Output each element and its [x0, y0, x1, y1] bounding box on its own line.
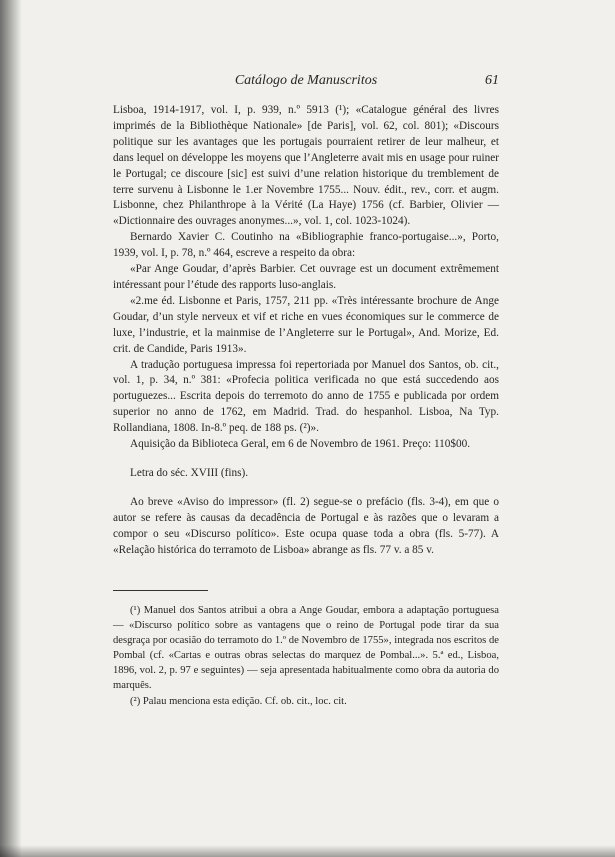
- paragraph-acquisition: Aquisição da Biblioteca Geral, em 6 de Novembro de 1961. Preço: 110$00.: [130, 438, 471, 451]
- paragraph-handwriting: Letra do séc. XVIII (fins).: [130, 466, 249, 479]
- paragraph-second-edition: «2.me éd. Lisbonne et Paris, 1757, 211 pp. «Très intéressante brochure de Ange Goudar, d’un style nerveux et vif et riche en vues économiques sur le commerce de luxe, l’industrie, et la mainmise de l’Angleterre sur le Portugal», And. Morize, Ed. crit. de Candide, Paris 1913».: [113, 294, 499, 355]
- paragraph-quote-goudar: «Par Ange Goudar, d’après Barbier. Cet ouvrage est un document extrêmement intéressant pour l’étude des rapports luso-anglais.: [113, 263, 499, 291]
- binding-shadow: [0, 0, 22, 857]
- paragraph-contents: Ao breve «Aviso do impressor» (fl. 2) segue-se o prefácio (fls. 3-4), em que o autor se refere às causas da decadência de Portugal e às razões que o levaram a compor o seu «Discurso político». Este ocupa quase toda a obra (fls. 5-77). A «Relação histórica do terramoto de Lisboa» abrange as fls. 77 v. a 85 v.: [113, 495, 499, 556]
- footnote-2: (²) Palau menciona esta edição. Cf. ob. cit., loc. cit.: [130, 695, 347, 707]
- running-title: Catálogo de Manuscritos: [234, 73, 378, 88]
- page-edge-shadow: [0, 845, 615, 857]
- page-number: 61: [485, 73, 499, 88]
- footnote-rule: [113, 590, 208, 591]
- footnote-1: (¹) Manuel dos Santos atribui a obra a Ange Goudar, embora a adaptação portuguesa — «Discurso político sobre as vantagens que o reino de Portugal pode tirar da sua desgraça por ocasião do terramoto do 1.º de Novembro de 1755», integrada nos escritos de Pombal (cf. «Cartas e outras obras selectas do marquez de Pombal...». 5.ª ed., Lisboa, 1896, vol. 2, p. 97 e seguintes) — seja apresentada habitualmente como obra da autoria do marquês.: [113, 605, 499, 692]
- paragraph-portuguese-translation: A tradução portuguesa impressa foi repertoriada por Manuel dos Santos, ob. cit., vol. 1, p. 34, n.º 381: «Profecia politica verificada no que está succedendo aos portuguezes... Escrita depois do terremoto do anno de 1755 e publicada por ordem superior no anno de 1762, em Madrid. Trad. do hespanhol. Lisboa, Na Typ. Rollandiana, 1808. In-8.º peq. de 188 ps. (²)».: [113, 358, 499, 435]
- paragraph-coutinho: Bernardo Xavier C. Coutinho na «Bibliographie franco-portugaise...», Porto, 1939, vol. I, p. 78, n.º 464, escreve a respeito da obra:: [113, 231, 499, 260]
- paragraph-citation: Lisboa, 1914-1917, vol. I, p. 939, n.º 5913 (¹); «Catalogue général des livres imprimés de la Bibliothèque Nationale» [de Paris], vol. 62, col. 801); «Discours politique sur les avantages que les portugais pourraient retirer de leur malheur, et dans lequel on développe les moyens que l’Angleterre avait mis en usage pour ruiner le Portugal; ce discoure [sic] est suivi d’une relation historique du tremblement de terre survenu à Lisbonne le 1.er Novembre 1755... Nouv. édit., rev., corr. et augm. Lisbonne, chez Philanthrope à la Vérité (La Haye) 1756 (cf. Barbier, Olivier — «Dictionnaire des ouvrages anonymes...», vol. 1, col. 1023-1024).: [113, 104, 499, 228]
- main-text: [113, 103, 499, 558]
- footnotes: [113, 603, 499, 709]
